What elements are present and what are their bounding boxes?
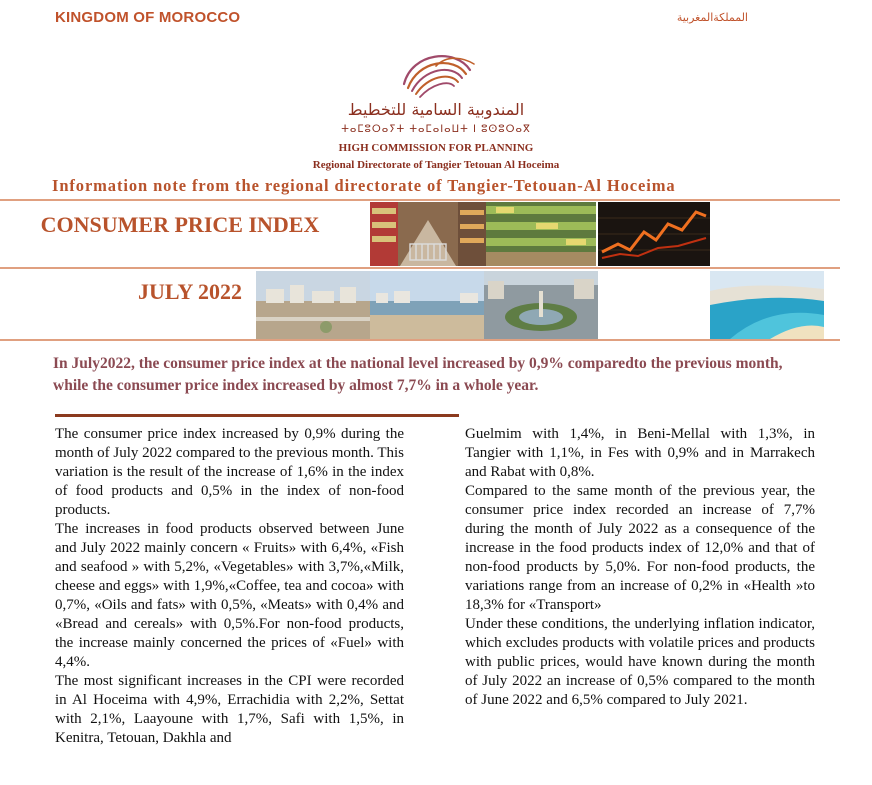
org-name-tifinagh: ⵜⴰⵎⵓⵔⴰⵢⵜ ⵜⴰⵎⴰⵏⴰⵡⵜ ⵏ ⵓⵙⵓⵔⴰⴳ — [341, 124, 531, 135]
kingdom-label-arabic: المملكةالمغربية — [676, 11, 748, 24]
banner-rule-bottom — [0, 339, 840, 341]
body-column-right — [465, 425, 815, 710]
banner-rule-middle — [0, 267, 840, 269]
paragraph: Under these conditions, the underlying inflation indicator, which excludes products with volatile prices and products with public prices, would have known during the month of July 2022 an increase of 0,5% compared to the month of June 2022 and 6,5% compared to July 2021. — [465, 616, 815, 708]
org-name-arabic: المندوبية السامية للتخطيط — [347, 100, 525, 119]
info-note-title: Information note from the regional directorate of Tangier-Tetouan-Al Hoceima — [52, 176, 676, 195]
kingdom-label: KINGDOM OF MOROCCO — [55, 9, 241, 26]
beach-panorama-photo — [370, 271, 484, 339]
paragraph: The increases in food products observed between June and July 2022 mainly concern « Fruits» with 6,4%, «Fish and seafood » with 5,2%, «Vegetables» with 3,7%,«Milk, cheese and eggs» with 1,9%,«Coffee, tea and cocoa» with 0,7%, «Oils and fats» with 0,5%, «Meats» with 0,4% and «Bread and cereals» with 0,5%.For non-food products, the increase mainly concerned the prices of «Fuel» with 4,4%. — [55, 521, 404, 670]
paragraph: Guelmim with 1,4%, in Beni-Mellal with 1,3%, in Tangier with 1,1%, in Fes with 0,9% and in Marrakech and Rabat with 0,8%. — [465, 426, 815, 480]
banner-title: CONSUMER PRICE INDEX — [40, 212, 320, 237]
water-photo — [598, 271, 710, 339]
headline-summary: In July2022, the consumer price index at the national level increased by 0,9% comparedto the previous month, while the consumer price index increased by almost 7,7% in a whole year. — [53, 355, 783, 394]
body-column-left — [55, 425, 404, 748]
regional-directorate: Regional Directorate of Tangier Tetouan Al Hoceima — [312, 159, 560, 171]
paragraph: Compared to the same month of the previous year, the consumer price index recorded an increase of 7,7% during the month of July 2022 as a consequence of the increase in the food products index of 12,0% and that of non-food products by 5,0%. For non-food products, the variations range from an increase of 0,2% in «Health »to 18,3% for «Transport» — [465, 483, 815, 613]
supermarket-photo — [370, 202, 486, 266]
roundabout-photo — [484, 271, 598, 339]
banner-rule-top — [0, 199, 840, 201]
paragraph: The most significant increases in the CPI were recorded in Al Hoceima with 4,9%, Errachidia with 2,2%, Settat with 2,1%, Laayoune with 1,7%, Safi with 1,5%, in Kenitra, Tetouan, Dakhla and — [55, 673, 404, 746]
org-name-english: HIGH COMMISSION FOR PLANNING — [338, 142, 534, 154]
banner-date: JULY 2022 — [137, 279, 243, 304]
tangier-city-photo — [256, 271, 370, 339]
section-separator — [55, 414, 459, 417]
shelves-photo — [486, 202, 596, 266]
paragraph: The consumer price index increased by 0,9% during the month of July 2022 compared to the previous month. This variation is the result of the increase of 1,6% in the index of food products and 0,5% in the index of non-food products. — [55, 426, 404, 518]
rising-chart-photo — [598, 202, 710, 266]
bay-beach-photo — [710, 271, 824, 339]
